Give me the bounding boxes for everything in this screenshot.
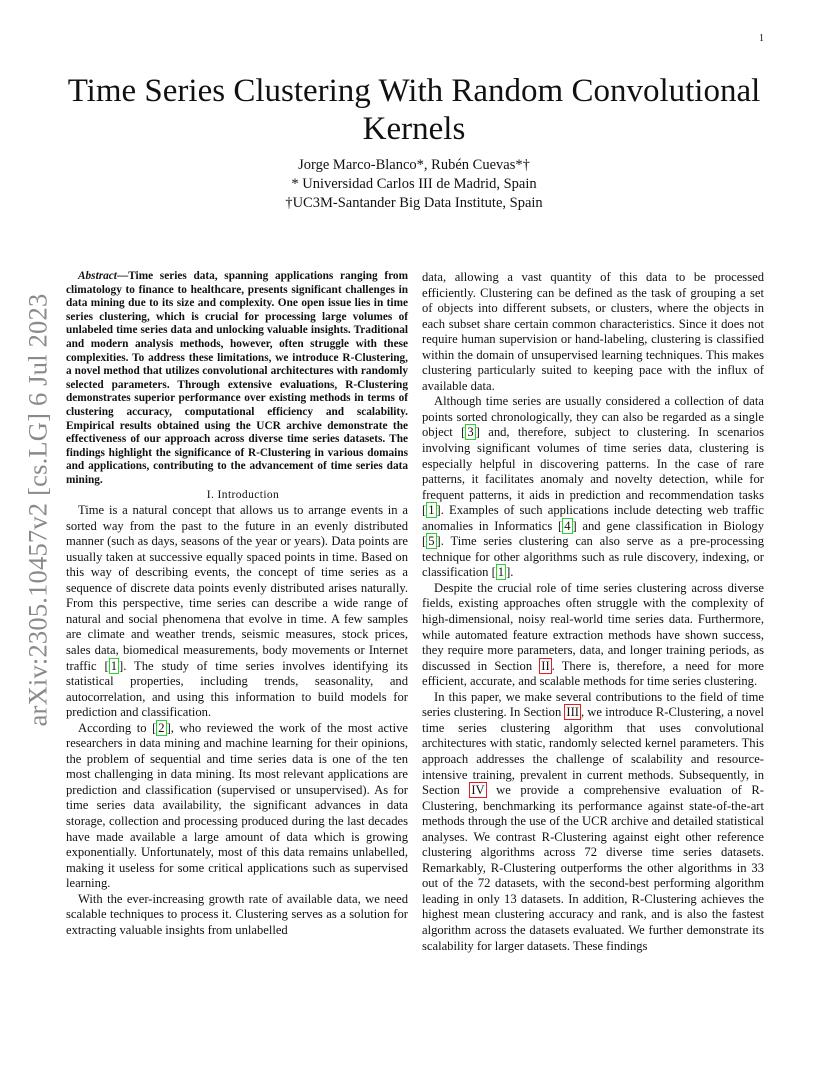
paragraph: According to [ 2 ], who reviewed the work of the most active researchers in data mining and machine learning for their opinions, the problem of sequential and time series data is one of the ten most challenging in data mining. Its most relevant applications are prediction and classification (supervised or unsupervised). As for time series data availability, the significant advances in data storage, collection and processing produced during the last decades have made available a large amount of data which is growing exponentially. Unfortunately, most of this data remains unlabelled, making it useless for some critical applications such as supervised learning. bbox=[66, 720, 408, 891]
paragraph: With the ever-increasing growth rate of available data, we need scalable techniques to process it. Clustering serves as a solution for extracting valuable insights from unlabelled bbox=[66, 891, 408, 937]
page-number: 1 bbox=[759, 33, 764, 44]
abstract-text: —Time series data, spanning applications ranging from climatology to finance to healthcare, presents significant challenges in data mining due to its size and complexity. One open issue lies in time series clustering, which is crucial for processing large volumes of unlabeled time series data and unlocking valuable insights. Traditional and modern analysis methods, however, often struggle with these complexities. To address these limitations, we introduce R-Clustering, a novel method that utilizes convolutional architectures with randomly selected parameters. Through extensive evaluations, R-Clustering demonstrates superior performance over existing methods in terms of clustering accuracy, computational efficiency and scalability. Empirical results obtained using the UCR archive demonstrate the effectiveness of our approach across diverse time series datasets. The findings highlight the significance of R-Clustering in various domains and applications, contributing to the advancement of time series data mining. bbox=[66, 270, 408, 486]
section-link[interactable]: IV bbox=[471, 783, 485, 798]
arxiv-stamp[interactable] bbox=[18, 293, 58, 727]
affiliation-1: * Universidad Carlos III de Madrid, Spain bbox=[291, 176, 537, 192]
abstract-label: Abstract bbox=[78, 270, 117, 282]
section-link[interactable]: III bbox=[566, 705, 579, 720]
citation-link[interactable]: 4 bbox=[564, 518, 571, 533]
paper-title: Time Series Clustering With Random Convolutional Kernels bbox=[67, 73, 761, 147]
right-column bbox=[422, 270, 764, 954]
section-heading: I. Introduction bbox=[206, 488, 280, 501]
paragraph: Time is a natural concept that allows us to arrange events in a sorted way from the past to the future in an evenly distributed manner (such as days, seasons of the year or years). Data points are usually taken at successive equally spaced points in time. Based on this way of describing events, the concept of time series as a sequence of discrete data points evenly distributed arises naturally. From this perspective, time series can describe a wide range of natural and social phenomena that evolve in time. A few samples are climate and weather trends, seismic measures, stock prices, sales data, biomedical measurements, body movements or Internet traffic [ 1 ]. The study of time series involves identifying its statistical properties, including trends, seasonality, and autocorrelation, and using this information to build models for prediction and classification. bbox=[66, 503, 408, 720]
paragraph: Although time series are usually considered a collection of data points sorted chronologically, they can also be regarded as a single object [ 3 ] and, therefore, subject to clustering. In scenarios involving significant volumes of time series data, clustering is especially helpful in discovering patterns. In the case of rare patterns, it facilitates anomaly and novelty detection, while for frequent patterns, it aids in prediction and recommendation tasks [ 1 ]. Examples of such applications include detecting web traffic anomalies in Informatics [ 4 ] and gene classification in Biology [ 5 ]. Time series clustering can also serve as a pre-processing technique for other algorithms such as rule discovery, indexing, or classification [ 1 ]. bbox=[422, 394, 765, 580]
citation-link[interactable]: 3 bbox=[467, 425, 474, 440]
author-block bbox=[0, 156, 828, 213]
citation-link[interactable]: 1 bbox=[497, 565, 505, 580]
arxiv-stamp-text: arXiv:2305.10457v2 [cs.LG] 6 Jul 2023 bbox=[22, 293, 53, 727]
left-column bbox=[66, 270, 408, 938]
citation-link[interactable]: 1 bbox=[110, 658, 117, 673]
section-link[interactable]: II bbox=[541, 658, 550, 673]
paragraph: data, allowing a vast quantity of this data to be processed efficiently. Clustering can be defined as the task of grouping a set of objects into different subsets, or clusters, where the objects in each subset share certain common characteristics. Since it does not require human supervision or hand-labeling, clustering is classified within the domain of unsupervised learning techniques. This makes clustering particularly suited to keeping pace with the influx of available data. bbox=[422, 270, 764, 393]
paragraph: In this paper, we make several contributions to the field of time series clustering. In Section III , we introduce R-Clustering, a novel time series clustering algorithm that uses convolutional architectures with static, randomly selected kernel parameters. This approach addresses the challenge of scalability and resource-intensive training, prevalent in current methods. Subsequently, in Section IV we provide a comprehensive evaluation of R-Clustering, benchmarking its performance against state-of-the-art methods through the use of the UCR archive and detailed statistical analyses. We contrast R-Clustering against eight other reference clustering algorithms across 72 diverse time series datasets. Remarkably, R-Clustering outperforms the other algorithms in 33 out of the 72 datasets, with the second-best performing algorithm leading in only 13 datasets. In addition, R-Clustering achieves the highest mean clustering accuracy and rank, and is also the fastest algorithm across the datasets evaluated. We further demonstrate its scalability for larger datasets. These findings bbox=[422, 689, 764, 953]
paragraph: Despite the crucial role of time series clustering across diverse fields, existing approaches often struggle with the complexity of high-dimensional, noisy real-world time series data. Furthermore, while automated feature extraction methods have shown success, they require more parameters, data, and longer training periods, as discussed in Section II . There is, therefore, a need for more efficient, accurate, and scalable methods for time series clustering. bbox=[422, 580, 764, 689]
citation-link[interactable]: 1 bbox=[428, 503, 435, 518]
affiliation-2: †UC3M-Santander Big Data Institute, Spain bbox=[285, 195, 543, 211]
abstract bbox=[66, 270, 408, 488]
citation-link[interactable]: 5 bbox=[428, 534, 435, 549]
author-names: Jorge Marco-Blanco*, Rubén Cuevas*† bbox=[298, 157, 530, 173]
citation-link[interactable]: 2 bbox=[158, 720, 165, 735]
